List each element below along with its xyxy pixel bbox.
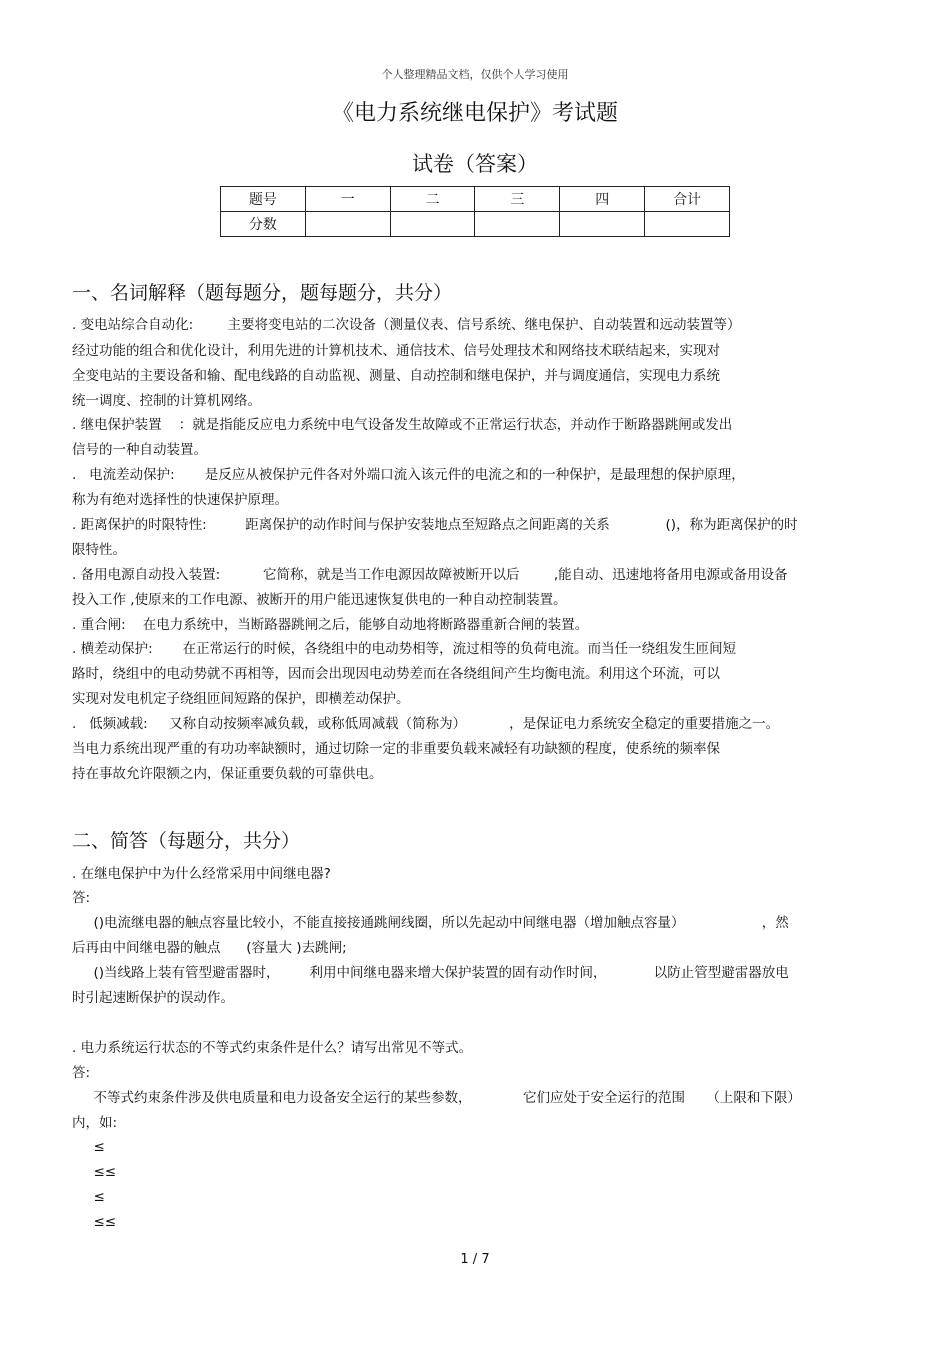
text-line: 不等式约束条件涉及供电质量和电力设备安全运行的某些参数， 它们应处于安全运行的范围 （上限和下限） xyxy=(72,1090,801,1106)
table-cell: 合计 xyxy=(645,187,730,212)
text-line: ≤≤ xyxy=(72,1164,117,1180)
text-line: 投入工作 ,使原来的工作电源、被断开的用户能迅速恢复供电的一种自动控制装置。 xyxy=(72,592,567,608)
text-line: 答: xyxy=(72,890,91,906)
text-line: 限特性。 xyxy=(72,542,126,558)
table-cell: 分数 xyxy=(221,212,306,237)
table-cell xyxy=(390,212,475,237)
text-line: ()电流继电器的触点容量比较小，不能直接接通跳闸线圈，所以先起动中间继电器（增加触点容量） ，然 xyxy=(72,915,789,931)
table-cell xyxy=(305,212,390,237)
text-line: . 在继电保护中为什么经常采用中间继电器? xyxy=(72,866,331,882)
table-cell xyxy=(645,212,730,237)
header-note: 个人整理精品文档，仅供个人学习使用 xyxy=(381,68,569,81)
document-subtitle: 试卷（答案） xyxy=(412,152,538,176)
text-line: ≤ xyxy=(72,1189,105,1205)
text-line: 称为有绝对选择性的快速保护原理。 xyxy=(72,492,288,508)
text-line: 路时，绕组中的电动势就不再相等，因而会出现因电动势差而在各绕组间产生均衡电流。利用这个环流，可以 xyxy=(72,666,720,682)
page-number: 1 / 7 xyxy=(460,1252,490,1267)
text-line: . 重合闸: 在电力系统中，当断路器跳闸之后，能够自动地将断路器重新合闸的装置。 xyxy=(72,617,589,633)
text-line: 持在事故允许限额之内，保证重要负载的可靠供电。 xyxy=(72,766,383,782)
score-table-header-row xyxy=(221,187,730,212)
text-line: ()当线路上装有管型避雷器时， 利用中间继电器来增大保护装置的固有动作时间， 以防止管型避雷器放电 xyxy=(72,965,789,981)
score-table xyxy=(220,186,730,237)
text-line: . 电流差动保护: 是反应从被保护元件各对外端口流入该元件的电流之和的一种保护，是最理想的保护原理， xyxy=(72,467,745,483)
text-line: 统一调度、控制的计算机网络。 xyxy=(72,393,261,409)
text-line: 答: xyxy=(72,1065,91,1081)
text-line: 内，如: xyxy=(72,1115,118,1131)
text-line: . 继电保护装置 ：就是指能反应电力系统中电气设备发生故障或不正常运行状态，并动作于断路器跳闸或发出 xyxy=(72,417,733,433)
table-cell: 四 xyxy=(560,187,645,212)
table-cell: 题号 xyxy=(221,187,306,212)
text-line: 当电力系统出现严重的有功功率缺额时，通过切除一定的非重要负载来减轻有功缺额的程度，使系统的频率保 xyxy=(72,741,720,757)
document-title: 《电力系统继电保护》考试题 xyxy=(331,101,618,126)
section-heading-1: 一、名词解释（题每题分，题每题分，共分） xyxy=(72,282,453,304)
text-line: . 电力系统运行状态的不等式约束条件是什么？请写出常见不等式。 xyxy=(72,1040,473,1056)
text-line: 全变电站的主要设备和输、配电线路的自动监视、测量、自动控制和继电保护，并与调度通信，实现电力系统 xyxy=(72,368,720,384)
text-line: . 低频减载: 又称自动按频率减负载，或称低周减载（简称为） ，是保证电力系统安全稳定的重要措施之一。 xyxy=(72,716,780,732)
text-line: . 距离保护的时限特性: 距离保护的动作时间与保护安装地点至短路点之间距离的关系 ()，称为距离保护的时 xyxy=(72,517,798,533)
text-line: 信号的一种自动装置。 xyxy=(72,442,207,458)
section-heading-2: 二、简答（每题分，共分） xyxy=(72,830,301,852)
text-line: 后再由中间继电器的触点 (容量大 )去跳闸; xyxy=(72,940,347,956)
text-line: . 横差动保护: 在正常运行的时候，各绕组中的电动势相等，流过相等的负荷电流。而当任一绕组发生匝间短 xyxy=(72,641,737,657)
score-table-score-row xyxy=(221,212,730,237)
text-line: ≤ xyxy=(72,1139,105,1155)
text-line: . 备用电源自动投入装置: 它简称，就是当工作电源因故障被断开以后 ,能自动、迅速地将备用电源或备用设备 xyxy=(72,567,788,583)
text-line: . 变电站综合自动化: 主要将变电站的二次设备（测量仪表、信号系统、继电保护、自动装置和远动装置等） xyxy=(72,317,741,333)
table-cell: 三 xyxy=(475,187,560,212)
table-cell xyxy=(475,212,560,237)
text-line: 实现对发电机定子绕组匝间短路的保护，即横差动保护。 xyxy=(72,691,410,707)
text-line: 时引起速断保护的误动作。 xyxy=(72,990,234,1006)
table-cell xyxy=(560,212,645,237)
table-cell: 二 xyxy=(390,187,475,212)
table-cell: 一 xyxy=(305,187,390,212)
text-line: ≤≤ xyxy=(72,1214,117,1230)
text-line: 经过功能的组合和优化设计，利用先进的计算机技术、通信技术、信号处理技术和网络技术联结起来，实现对 xyxy=(72,343,720,359)
